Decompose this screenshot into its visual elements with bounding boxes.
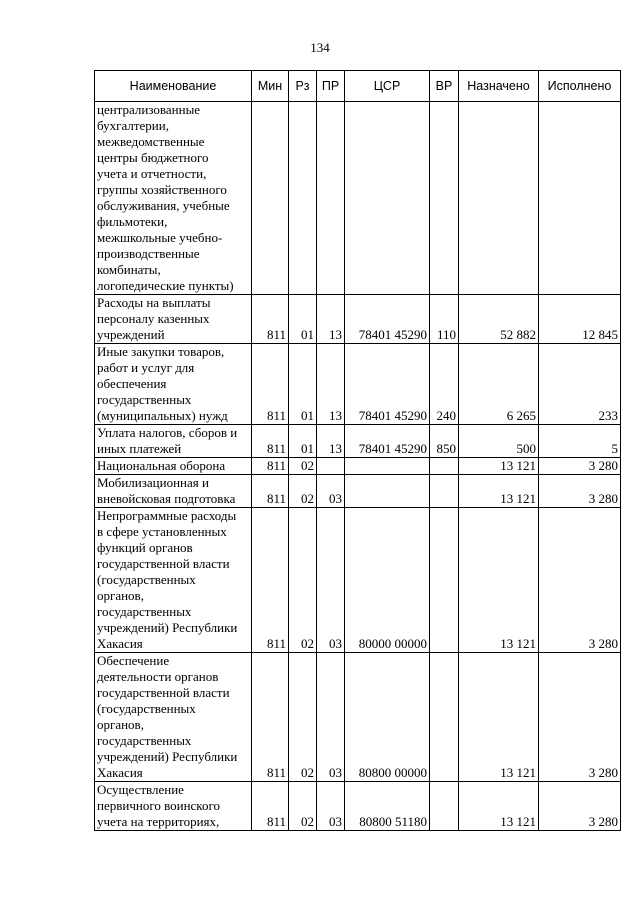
cell-pr: 13 xyxy=(317,344,345,425)
cell-min: 811 xyxy=(252,475,289,508)
cell-assigned: 6 265 xyxy=(459,344,539,425)
cell-rz: 02 xyxy=(289,458,317,475)
cell-min: 811 xyxy=(252,344,289,425)
cell-name: Национальная оборона xyxy=(95,458,252,475)
table-row xyxy=(95,102,621,295)
cell-rz: 02 xyxy=(289,508,317,653)
cell-assigned: 13 121 xyxy=(459,782,539,831)
cell-rz: 02 xyxy=(289,475,317,508)
cell-min: 811 xyxy=(252,653,289,782)
cell-assigned: 500 xyxy=(459,425,539,458)
cell-assigned: 13 121 xyxy=(459,508,539,653)
table-row xyxy=(95,653,621,782)
cell-assigned: 13 121 xyxy=(459,458,539,475)
table-row xyxy=(95,508,621,653)
header-csr: ЦСР xyxy=(345,71,430,102)
cell-pr: 03 xyxy=(317,475,345,508)
cell-rz: 02 xyxy=(289,653,317,782)
cell-pr xyxy=(317,458,345,475)
cell-pr: 03 xyxy=(317,653,345,782)
cell-pr: 13 xyxy=(317,425,345,458)
cell-executed: 3 280 xyxy=(539,653,621,782)
cell-rz xyxy=(289,102,317,295)
cell-min xyxy=(252,102,289,295)
cell-pr xyxy=(317,102,345,295)
cell-vr xyxy=(430,475,459,508)
cell-name: Непрограммные расходы в сфере установленных функций органов государственной власти (государственных органов, государственных учреждений) Республики Хакасия xyxy=(95,508,252,653)
header-row xyxy=(95,71,621,102)
cell-vr xyxy=(430,508,459,653)
cell-vr: 110 xyxy=(430,295,459,344)
header-assigned: Назначено xyxy=(459,71,539,102)
cell-pr: 13 xyxy=(317,295,345,344)
cell-assigned xyxy=(459,102,539,295)
cell-min: 811 xyxy=(252,425,289,458)
cell-csr xyxy=(345,475,430,508)
cell-executed: 12 845 xyxy=(539,295,621,344)
cell-assigned: 13 121 xyxy=(459,475,539,508)
cell-executed xyxy=(539,102,621,295)
cell-executed: 5 xyxy=(539,425,621,458)
cell-name: Иные закупки товаров, работ и услуг для обеспечения государственных (муниципальных) нужд xyxy=(95,344,252,425)
cell-csr: 78401 45290 xyxy=(345,295,430,344)
cell-name: Расходы на выплаты персоналу казенных учреждений xyxy=(95,295,252,344)
table-row xyxy=(95,782,621,831)
cell-rz: 02 xyxy=(289,782,317,831)
header-vr: ВР xyxy=(430,71,459,102)
cell-min: 811 xyxy=(252,508,289,653)
cell-executed: 3 280 xyxy=(539,458,621,475)
cell-name: Уплата налогов, сборов и иных платежей xyxy=(95,425,252,458)
cell-csr xyxy=(345,102,430,295)
cell-csr: 80800 51180 xyxy=(345,782,430,831)
header-executed: Исполнено xyxy=(539,71,621,102)
cell-name: централизованные бухгалтерии, межведомственные центры бюджетного учета и отчетности, группы хозяйственного обслуживания, учебные фильмотеки, межшкольные учебно- производственные комбинаты, логопедические пункты) xyxy=(95,102,252,295)
cell-rz: 01 xyxy=(289,344,317,425)
cell-executed: 3 280 xyxy=(539,782,621,831)
cell-csr xyxy=(345,458,430,475)
cell-vr: 240 xyxy=(430,344,459,425)
cell-pr: 03 xyxy=(317,782,345,831)
cell-min: 811 xyxy=(252,295,289,344)
cell-vr xyxy=(430,782,459,831)
table-row xyxy=(95,458,621,475)
cell-csr: 78401 45290 xyxy=(345,425,430,458)
cell-assigned: 13 121 xyxy=(459,653,539,782)
cell-rz: 01 xyxy=(289,295,317,344)
cell-name: Осуществление первичного воинского учета на территориях, xyxy=(95,782,252,831)
budget-table xyxy=(94,70,621,831)
page-number: 134 xyxy=(310,40,330,55)
cell-csr: 78401 45290 xyxy=(345,344,430,425)
cell-executed: 3 280 xyxy=(539,508,621,653)
cell-name: Мобилизационная и вневойсковая подготовка xyxy=(95,475,252,508)
cell-vr xyxy=(430,653,459,782)
cell-vr xyxy=(430,458,459,475)
cell-csr: 80000 00000 xyxy=(345,508,430,653)
table-row xyxy=(95,344,621,425)
cell-vr xyxy=(430,102,459,295)
cell-executed: 3 280 xyxy=(539,475,621,508)
cell-rz: 01 xyxy=(289,425,317,458)
cell-csr: 80800 00000 xyxy=(345,653,430,782)
header-pr: ПР xyxy=(317,71,345,102)
cell-min: 811 xyxy=(252,782,289,831)
header-rz: Рз xyxy=(289,71,317,102)
table-row xyxy=(95,295,621,344)
table-row xyxy=(95,475,621,508)
cell-name: Обеспечение деятельности органов государственной власти (государственных органов, государственных учреждений) Республики Хакасия xyxy=(95,653,252,782)
cell-assigned: 52 882 xyxy=(459,295,539,344)
cell-executed: 233 xyxy=(539,344,621,425)
cell-pr: 03 xyxy=(317,508,345,653)
header-min: Мин xyxy=(252,71,289,102)
table-row xyxy=(95,425,621,458)
cell-vr: 850 xyxy=(430,425,459,458)
header-name: Наименование xyxy=(95,71,252,102)
cell-min: 811 xyxy=(252,458,289,475)
